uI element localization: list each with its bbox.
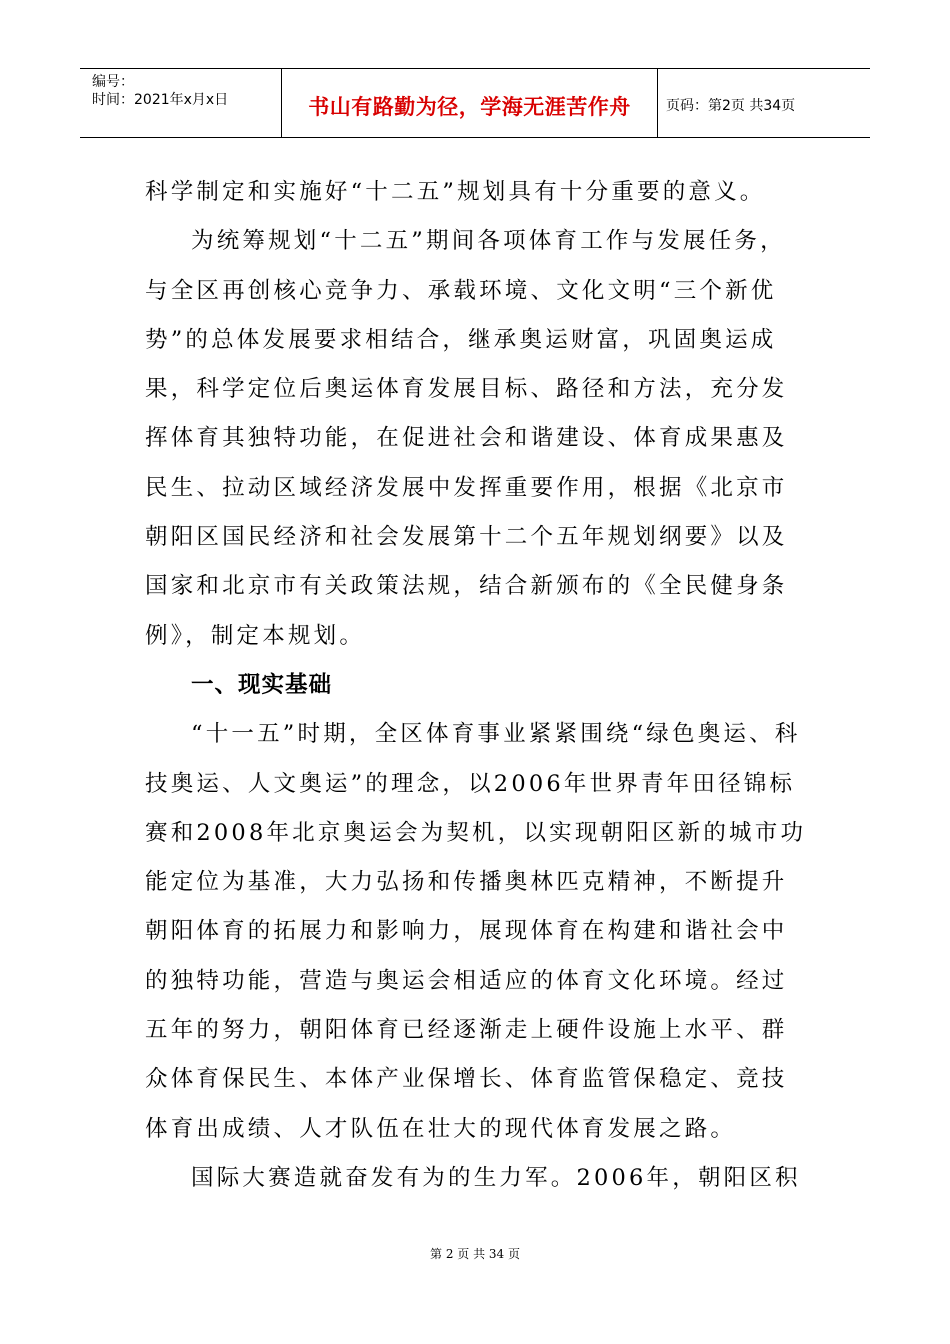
header-motto-cell xyxy=(282,69,658,137)
document-time-label: 时间：2021年x月x日 xyxy=(92,92,229,108)
section-heading: 一、现实基础 xyxy=(191,671,333,698)
header-meta xyxy=(80,69,282,137)
paragraph-purpose: 为统筹规划“十二五”期间各项体育工作与发展任务，与全区再创核心竞争力、承载环境、文化文明“三个新优势”的总体发展要求相结合，继承奥运财富，巩固奥运成果，科学定位后奥运体育发展目标、路径和方法，充分发挥体育其独特功能，在促进社会和谐建设、体育成果惠及民生、拉动区域经济发展中发挥重要作用，根据《北京市朝阳区国民经济和社会发展第十二个五年规划纲要》以及国家和北京市有关政策法规，结合新颁布的《全民健身条例》，制定本规划。 xyxy=(145,228,788,649)
header-page-info: 页码：第2页 共34页 xyxy=(666,98,796,114)
page-footer: 第 2 页 共 34 页 xyxy=(430,1247,520,1261)
page-header xyxy=(80,68,870,138)
header-motto: 书山有路勤为径，学海无涯苦作舟 xyxy=(308,95,631,119)
paragraph-foundation: “十一五”时期，全区体育事业紧紧围绕“绿色奥运、科技奥运、人文奥运”的理念，以2006年世界青年田径锦标赛和2008年北京奥运会为契机，以实现朝阳区新的城市功能定位为基准，大力弘扬和传播奥林匹克精神，不断提升朝阳体育的拓展力和影响力，展现体育在构建和谐社会中的独特功能，营造与奥运会相适应的体育文化环境。经过五年的努力，朝阳体育已经逐渐走上硬件设施上水平、群众体育保民生、本体产业保增长、体育监管保稳定、竞技体育出成绩、人才队伍在壮大的现代体育发展之路。 xyxy=(145,721,807,1142)
document-body xyxy=(145,168,810,1203)
paragraph-continuation: 科学制定和实施好“十二五”规划具有十分重要的意义。 xyxy=(145,179,766,205)
paragraph-international-events: 国际大赛造就奋发有为的生力军。2006年，朝阳区积 xyxy=(191,1164,801,1191)
document-number-label: 编号： xyxy=(92,74,134,90)
